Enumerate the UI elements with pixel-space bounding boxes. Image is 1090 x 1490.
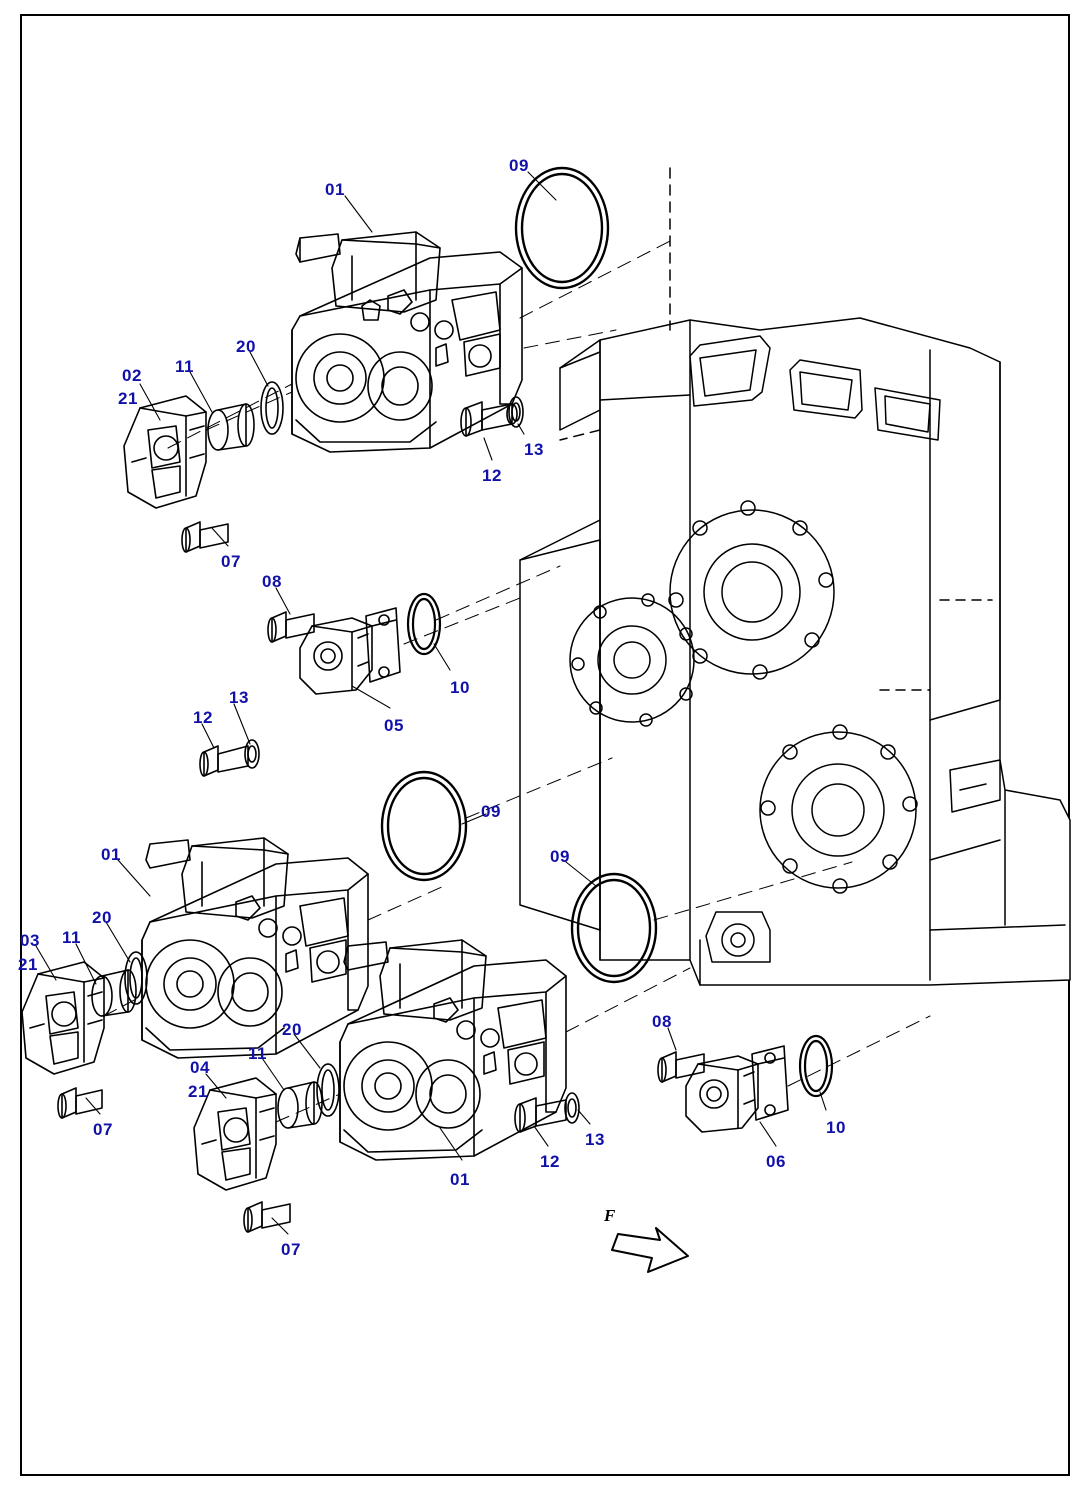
callout-13-top: 13: [524, 440, 544, 459]
callout-12-lower: 12: [540, 1152, 560, 1171]
callout-13-middle: 13: [229, 688, 249, 707]
oring-20-top: [261, 382, 283, 434]
bolt-07-middle: [58, 1088, 102, 1118]
callout-08-middle: 08: [262, 572, 282, 591]
transmission-case: [520, 168, 1070, 985]
callout-11-middle: 11: [62, 928, 81, 947]
direction-arrow-label: F: [604, 1206, 616, 1225]
callout-09-lower: 09: [550, 847, 570, 866]
callout-09-middle: 09: [481, 802, 501, 821]
bolt-08-middle: [268, 612, 314, 642]
direction-arrow-graphic: [612, 1228, 688, 1272]
callout-07-lower: 07: [281, 1240, 301, 1259]
callout-03: 03: [20, 931, 40, 950]
callout-11-lower: 11: [248, 1044, 267, 1063]
bolt-07-top: [182, 522, 228, 552]
washer-13-top: [509, 397, 523, 427]
callout-12-middle: 12: [193, 708, 213, 727]
callout-07-top: 07: [221, 552, 241, 571]
callout-11-top: 11: [175, 357, 194, 376]
washer-13-lower: [565, 1093, 579, 1123]
bolt-07-lower: [244, 1202, 290, 1232]
callout-10-middle: 10: [450, 678, 470, 697]
bolt-12-middle: [200, 746, 248, 776]
callout-06: 06: [766, 1152, 786, 1171]
callout-02: 02: [122, 366, 142, 385]
callout-04: 04: [190, 1058, 210, 1077]
oring-09-middle: [382, 772, 466, 880]
callout-09-top: 09: [509, 156, 529, 175]
callout-21-lower: 21: [188, 1082, 208, 1101]
callout-20-top: 20: [236, 337, 256, 356]
callout-20-middle: 20: [92, 908, 112, 927]
callout-01-lower: 01: [450, 1170, 470, 1189]
pump-assembly-middle: [142, 838, 368, 1058]
gear-pump-02: [124, 396, 206, 508]
bolt-12-lower: [515, 1098, 566, 1132]
bushing-11-top: [208, 404, 254, 450]
callout-12-top: 12: [482, 466, 502, 485]
callout-01-top: 01: [325, 180, 345, 199]
pump-assembly-top: [292, 232, 522, 452]
gear-pump-05: [300, 608, 400, 694]
callout-21-top: 21: [118, 389, 138, 408]
oring-10-lower: [800, 1036, 832, 1096]
callout-08-lower: 08: [652, 1012, 672, 1031]
callout-20-lower: 20: [282, 1020, 302, 1039]
oring-09-top: [516, 168, 608, 288]
washer-13-middle: [245, 740, 259, 768]
callout-13-lower: 13: [585, 1130, 605, 1149]
gear-pump-03: [22, 962, 104, 1074]
callout-01-middle: 01: [101, 845, 121, 864]
callout-05: 05: [384, 716, 404, 735]
gear-pump-06: [686, 1046, 788, 1132]
callout-21-middle: 21: [18, 955, 38, 974]
callout-07-middle: 07: [93, 1120, 113, 1139]
bushing-11-lower: [278, 1082, 322, 1128]
callout-10-lower: 10: [826, 1118, 846, 1137]
